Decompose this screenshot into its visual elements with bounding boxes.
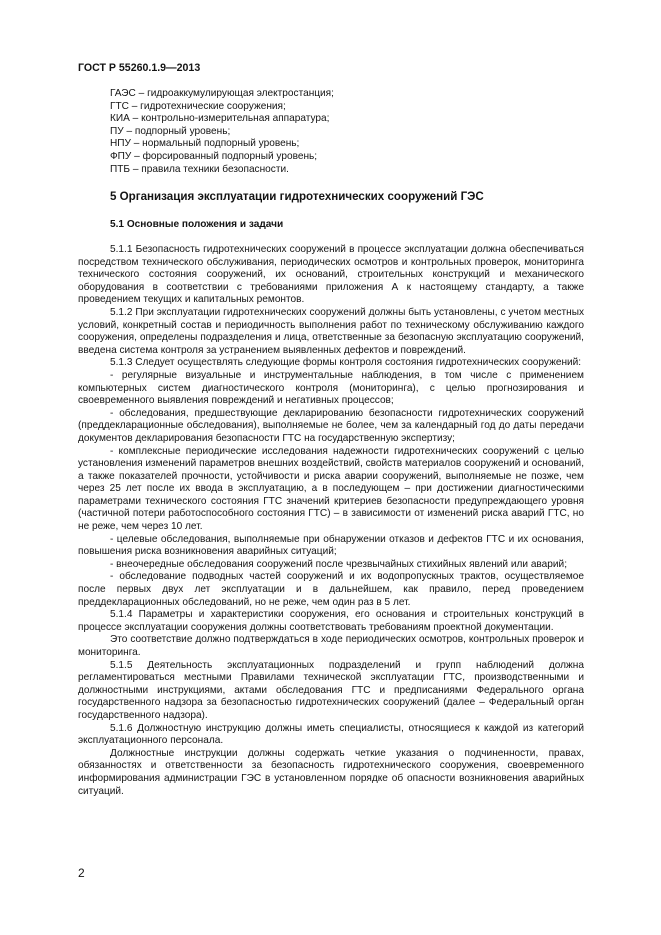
body-text	[78, 244, 584, 798]
paragraph: - регулярные визуальные и инструментальные наблюдения, в том числе с применением компьютерных систем диагностического контроля (мониторинга), с целью прогнозирования и своевременного выявления повреждений и негативных процессов;	[78, 369, 584, 407]
standard-header: ГОСТ Р 55260.1.9—2013	[78, 62, 201, 74]
paragraph: - внеочередные обследования сооружений после чрезвычайных стихийных явлений или аварий;	[110, 558, 567, 570]
abbreviation-item: ПУ – подпорный уровень;	[110, 125, 231, 137]
page-number: 2	[78, 866, 85, 880]
paragraph: Должностные инструкции должны содержать четкие указания о подчиненности, правах, обязанностях и ответственности за безопасность гидротехнического сооружения, своевременного информирования администрации ГЭС в установленном порядке об опасности возникновения аварийных ситуаций.	[78, 747, 584, 797]
paragraph: 5.1.4 Параметры и характеристики сооружения, его основания и строительных конструкций в процессе эксплуатации сооружения должны соответствовать требованиям проектной документации.	[78, 609, 584, 633]
paragraph: 5.1.1 Безопасность гидротехнических сооружений в процессе эксплуатации должна обеспечиваться посредством технического обслуживания, периодических осмотров и контрольных проверок, мониторинга технического состояния сооружений, их оснований, строительных конструкций и механического оборудования в соответствии с требованиями приложения А к настоящему стандарту, а также проведением текущих и капитальных ремонтов.	[78, 244, 584, 306]
abbreviation-item: ГАЭС – гидроаккумулирующая электростанция;	[110, 88, 334, 99]
paragraph: - обследование подводных частей сооружений и их водопропускных трактов, осуществляемое после первых двух лет эксплуатации и в дальнейшем, как правило, перед проведением преддекларационных обследований, но не реже, чем один раз в 5 лет.	[78, 571, 584, 608]
paragraph: - целевые обследования, выполняемые при обнаружении отказов и дефектов ГТС и их основания, повышения риска возникновения аварийных ситуаций;	[78, 533, 584, 558]
paragraph: 5.1.3 Следует осуществлять следующие формы контроля состояния гидротехнических сооружений:	[110, 357, 582, 369]
abbreviation-item: НПУ – нормальный подпорный уровень;	[110, 138, 300, 150]
paragraph: - комплексные периодические исследования надежности гидротехнических сооружений с целью установления изменений параметров внешних воздействий, свойств материалов сооружений и оснований, а также показателей прочности, устойчивости и риска аварии сооружений, выполняемые не позже, чем через 25 лет после их ввода в эксплуатацию, а в последующем – при достижении диагностическими параметрами технического состояния ГТС значений критериев безопасности предупреждающего уровня (частичной потери работоспособного состояния ГТС) – в зависимости от изменений риска аварий ГТС, но не реже, чем через 10 лет.	[78, 445, 584, 533]
paragraph: - обследования, предшествующие декларированию безопасности гидротехнических сооружений (преддекларационные обследования), выполняемые не более, чем за календарный год до даты передачи документов декларирования безопасности ГТС на государственную экспертизу;	[78, 407, 584, 444]
abbreviation-item: ПТБ – правила техники безопасности.	[110, 163, 289, 175]
abbreviation-item: ФПУ – форсированный подпорный уровень;	[110, 150, 318, 162]
paragraph: 5.1.6 Должностную инструкцию должны иметь специалисты, относящиеся к каждой из категорий эксплуатационного персонала.	[78, 722, 584, 747]
section-title: 5 Организация эксплуатации гидротехнических сооружений ГЭС	[110, 190, 484, 203]
paragraph: 5.1.5 Деятельность эксплуатационных подразделений и групп наблюдений должна регламентироваться местными Правилами технической эксплуатации ГТС, производственными и должностными инструкциями, актами обследования ГТС и предписаниями Федерального органа государственного надзора за безопасностью гидротехнических сооружений (далее – Федеральный орган государственного надзора).	[78, 659, 584, 721]
paragraph: 5.1.2 При эксплуатации гидротехнических сооружений должны быть установлены, с учетом местных условий, конкретный состав и периодичность выполнения работ по техническому обслуживанию каждого сооружения, определены подразделения и лица, ответственные за безопасную эксплуатацию сооружений, введена система контроля за устранением выявленных дефектов и повреждений.	[78, 306, 584, 356]
abbreviation-list	[110, 88, 570, 176]
paragraph: Это соответствие должно подтверждаться в ходе периодических осмотров, контрольных проверок и мониторинга.	[78, 634, 584, 658]
abbreviation-item: КИА – контрольно-измерительная аппаратура;	[110, 113, 330, 125]
abbreviation-item: ГТС – гидротехнические сооружения;	[110, 100, 286, 112]
subsection-title: 5.1 Основные положения и задачи	[110, 219, 284, 230]
